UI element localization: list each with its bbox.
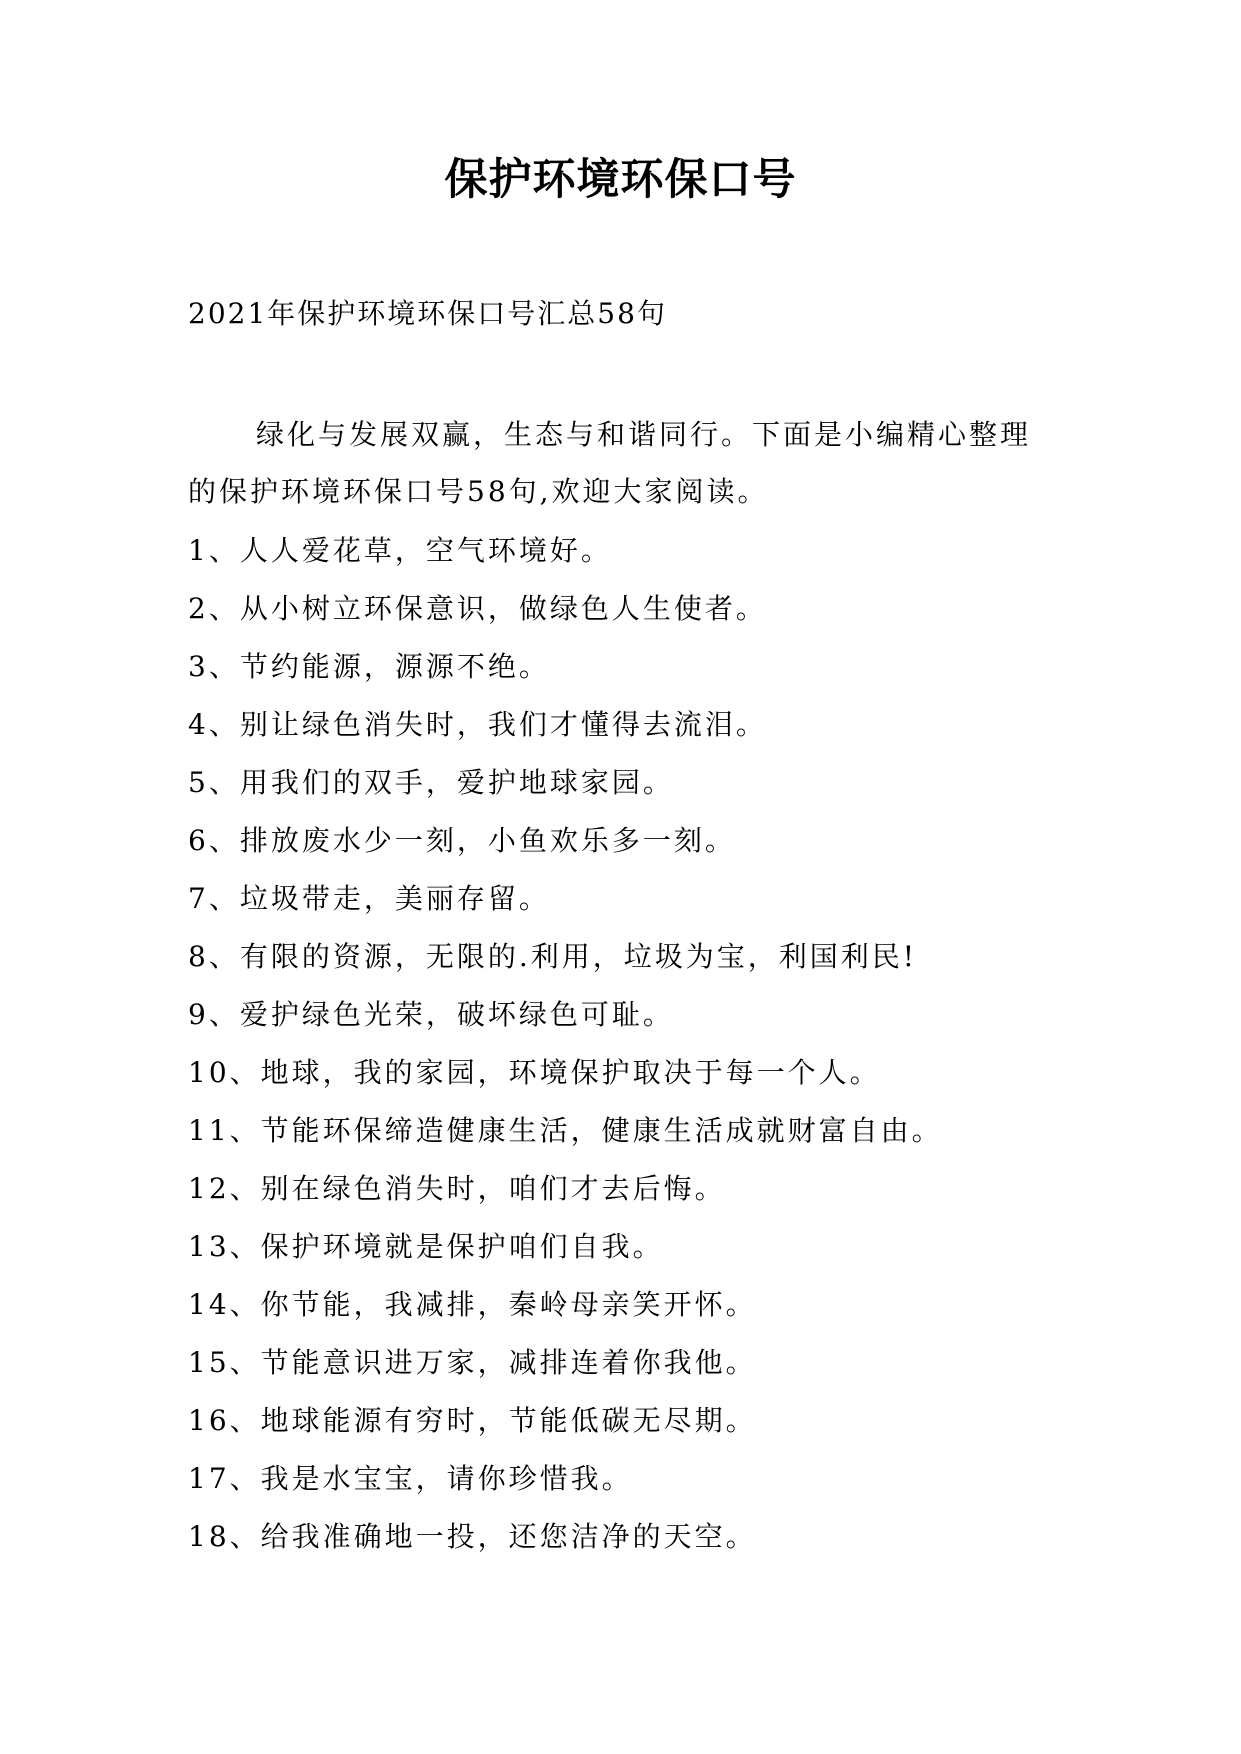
slogan-item: 2、从小树立环保意识，做绿色人生使者。 — [188, 592, 767, 625]
slogan-item: 6、排放废水少一刻，小鱼欢乐多一刻。 — [188, 824, 736, 857]
slogan-item: 18、给我准确地一投，还您洁净的天空。 — [188, 1520, 757, 1553]
slogan-item: 16、地球能源有穷时，节能低碳无尽期。 — [188, 1404, 757, 1437]
slogan-item: 3、节约能源，源源不绝。 — [188, 650, 550, 683]
slogan-item: 11、节能环保缔造健康生活，健康生活成就财富自由。 — [188, 1114, 943, 1147]
slogan-item: 13、保护环境就是保护咱们自我。 — [188, 1230, 664, 1263]
slogan-item: 12、别在绿色消失时，咱们才去后悔。 — [188, 1172, 726, 1205]
intro-paragraph: 绿化与发展双赢，生态与和谐同行。下面是小编精心整理的保护环境环保口号58句,欢迎大家阅读。 — [188, 418, 1032, 508]
slogan-item: 4、别让绿色消失时，我们才懂得去流泪。 — [188, 708, 767, 741]
slogan-item: 8、有限的资源，无限的.利用，垃圾为宝，利国利民! — [188, 940, 917, 973]
slogan-item: 10、地球，我的家园，环境保护取决于每一个人。 — [188, 1056, 881, 1089]
slogan-item: 1、人人爱花草，空气环境好。 — [188, 534, 612, 567]
slogan-list — [188, 522, 1088, 1566]
slogan-item: 17、我是水宝宝，请你珍惜我。 — [188, 1462, 633, 1495]
slogan-item: 7、垃圾带走，美丽存留。 — [188, 882, 550, 915]
slogan-item: 9、爱护绿色光荣，破坏绿色可耻。 — [188, 998, 674, 1031]
slogan-item: 5、用我们的双手，爱护地球家园。 — [188, 766, 674, 799]
document-subtitle: 2021年保护环境环保口号汇总58句 — [188, 297, 667, 330]
document-title: 保护环境环保口号 — [444, 155, 797, 205]
slogan-item: 15、节能意识进万家，减排连着你我他。 — [188, 1346, 757, 1379]
slogan-item: 14、你节能，我减排，秦岭母亲笑开怀。 — [188, 1288, 757, 1321]
